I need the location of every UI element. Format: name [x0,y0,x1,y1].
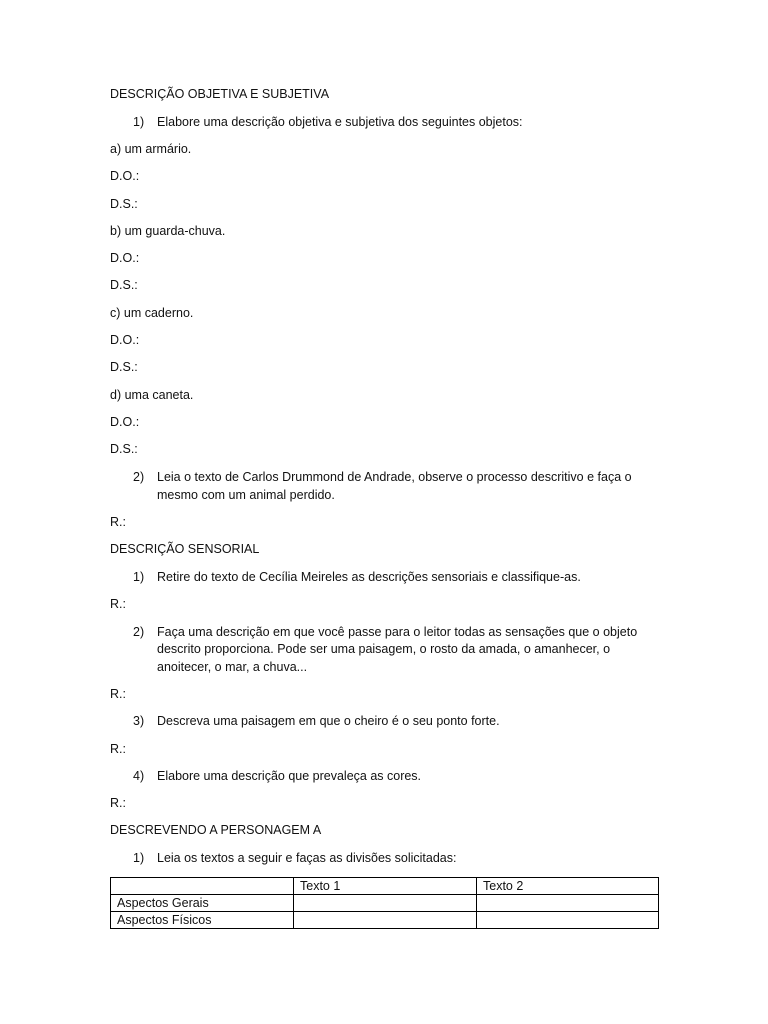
item-label-d: d) uma caneta. [110,388,194,402]
question-text: Retire do texto de Cecília Meireles as descrições sensoriais e classifique-as. [157,570,581,584]
ds-label: D.S.: [110,278,138,292]
table-cell[interactable] [477,912,659,929]
question-text: Elabore uma descrição objetiva e subjetiva dos seguintes objetos: [157,115,523,129]
ds-label: D.S.: [110,197,138,211]
item-label-a: a) um armário. [110,142,192,156]
do-label: D.O.: [110,415,140,429]
table-row [111,895,659,912]
table-cell[interactable] [294,912,477,929]
answer-label: R.: [110,515,126,529]
section-title-descricao-objetiva: DESCRIÇÃO OBJETIVA E SUBJETIVA [110,87,330,101]
question-number: 3) [133,714,145,728]
table-cell: Aspectos Físicos [111,912,294,929]
question-number: 2) [133,470,145,484]
do-label: D.O.: [110,251,140,265]
table-header-cell: Texto 1 [294,878,477,895]
table-header-row [111,878,659,895]
table-row [111,912,659,929]
answer-label: R.: [110,597,126,611]
question-number: 4) [133,769,145,783]
table-header-cell [111,878,294,895]
table-cell[interactable] [477,895,659,912]
table-header-cell: Texto 2 [477,878,659,895]
do-label: D.O.: [110,169,140,183]
question-text-line: descrito proporciona. Pode ser uma paisagem, o rosto da amada, o amanhecer, o [157,642,611,656]
question-text: Leia os textos a seguir e faças as divisões solicitadas: [157,851,457,865]
question-number: 1) [133,570,145,584]
answer-label: R.: [110,687,126,701]
question-number: 1) [133,115,145,129]
item-label-c: c) um caderno. [110,306,194,320]
ds-label: D.S.: [110,360,138,374]
ds-label: D.S.: [110,442,138,456]
question-text-line: anoitecer, o mar, a chuva... [157,660,308,674]
question-text-line: Leia o texto de Carlos Drummond de Andrade, observe o processo descritivo e faça o [157,470,632,484]
table-cell: Aspectos Gerais [111,895,294,912]
question-text: Descreva uma paisagem em que o cheiro é o seu ponto forte. [157,714,500,728]
question-text-line: Faça uma descrição em que você passe para o leitor todas as sensações que o objeto [157,625,638,639]
table-cell[interactable] [294,895,477,912]
question-number: 2) [133,625,145,639]
question-number: 1) [133,851,145,865]
do-label: D.O.: [110,333,140,347]
answer-label: R.: [110,742,126,756]
question-text-line: mesmo com um animal perdido. [157,488,335,502]
section-title-descricao-sensorial: DESCRIÇÃO SENSORIAL [110,542,260,556]
answer-label: R.: [110,796,126,810]
item-label-b: b) um guarda-chuva. [110,224,226,238]
division-table [110,877,659,929]
question-text: Elabore uma descrição que prevaleça as cores. [157,769,422,783]
section-title-descrevendo-personagem: DESCREVENDO A PERSONAGEM A [110,823,322,837]
